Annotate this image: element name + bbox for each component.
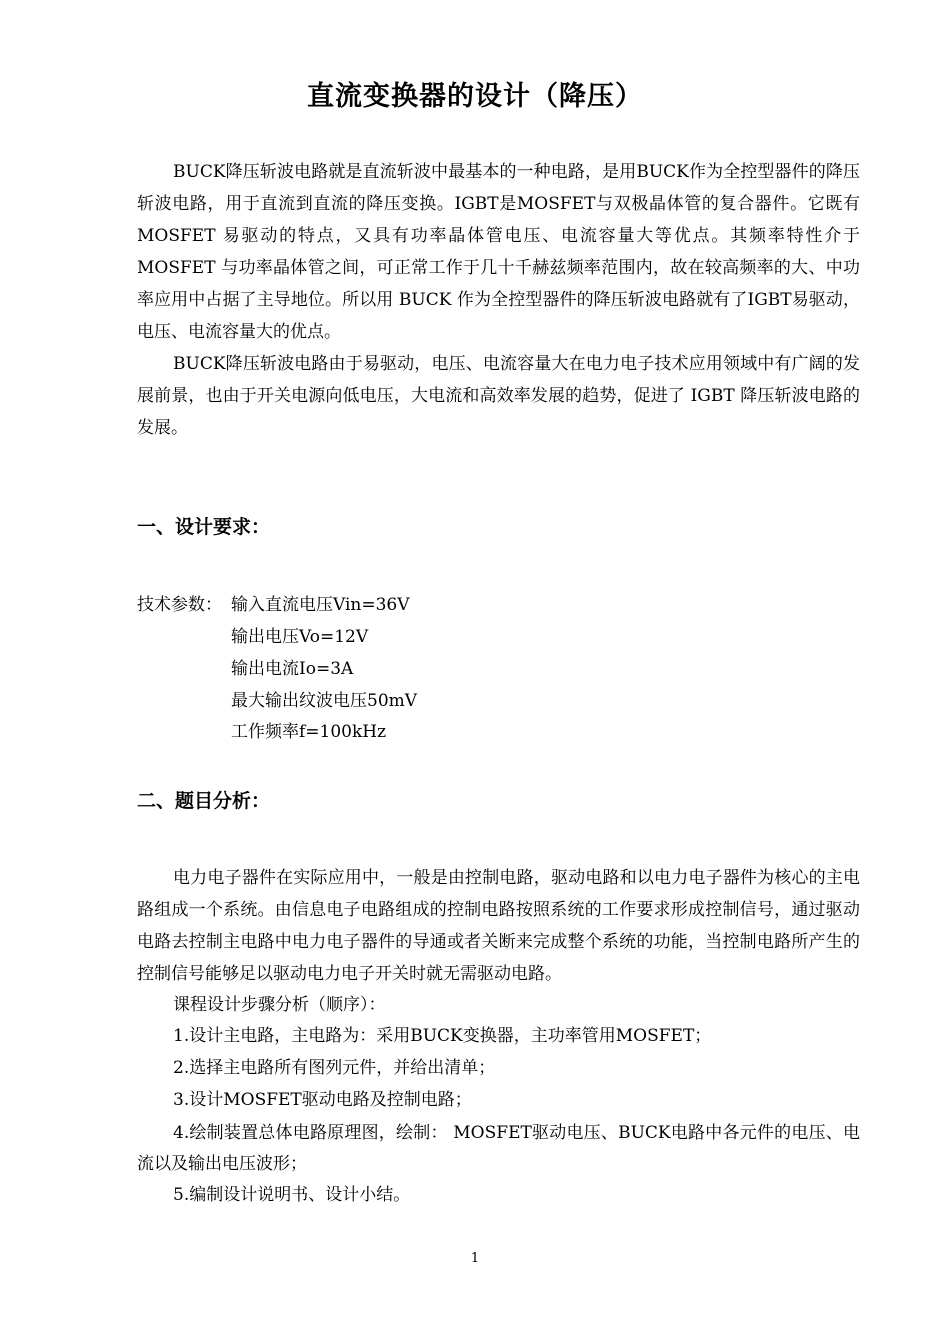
analysis-paragraph: 电力电子器件在实际应用中，一般是由控制电路，驱动电路和以电力电子器件为核心的主电路组成一个系统。由信息电子电路组成的控制电路按照系统的工作要求形成控制信号，通过驱动电路去控制主电路中电力电子器件的导通或者关断来完成整个系统的功能，当控制电路所产生的控制信号能够足以驱动电力电子开关时就无需驱动电路。: [137, 868, 860, 984]
document-title: 直流变换器的设计（降压）: [307, 81, 643, 112]
spec-item: 输入直流电压Vin=36V: [231, 595, 410, 615]
step-item: 3.设计MOSFET驱动电路及控制电路；: [173, 1090, 472, 1110]
intro-paragraph-2: BUCK降压斩波电路由于易驱动，电压、电流容量大在电力电子技术应用领域中有广阔的发展前景，也由于开关电源向低电压，大电流和高效率发展的趋势，促进了 IGBT 降压斩波电路的发展。: [137, 354, 860, 438]
intro-paragraph-1: BUCK降压斩波电路就是直流斩波中最基本的一种电路，是用BUCK作为全控型器件的降压斩波电路，用于直流到直流的降压变换。IGBT是MOSFET与双极晶体管的复合器件。它既有 MOSFET 易驱动的特点，又具有功率晶体管电压、电流容量大等优点。其频率特性介于 MOSFET 与功率晶体管之间，可正常工作于几十千赫兹频率范围内，故在较高频率的大、中功率应用中占据了主导地位。所以用 BUCK 作为全控型器件的降压斩波电路就有了IGBT易驱动，电压、电流容量大的优点。: [137, 162, 860, 342]
steps-title: 课程设计步骤分析（顺序）：: [173, 995, 386, 1015]
step-item: 4.绘制装置总体电路原理图，绘制： MOSFET驱动电压、BUCK电路中各元件的电压、电流以及输出电压波形；: [137, 1123, 860, 1174]
spec-item: 最大输出纹波电压50mV: [231, 691, 418, 711]
spec-item: 输出电压Vo=12V: [231, 627, 369, 647]
step-item: 5.编制设计说明书、设计小结。: [173, 1185, 411, 1205]
spec-label: 技术参数：: [137, 595, 222, 615]
spec-item: 工作频率f=100kHz: [231, 722, 387, 742]
section-heading-requirements: 一、设计要求：: [137, 516, 271, 538]
page-number: 1: [470, 1251, 480, 1266]
step-item: 1.设计主电路，主电路为：采用BUCK变换器，主功率管用MOSFET；: [173, 1026, 712, 1046]
section-heading-analysis: 二、题目分析：: [137, 790, 271, 812]
spec-item: 输出电流Io=3A: [231, 659, 354, 679]
step-item: 2.选择主电路所有图列元件，并给出清单；: [173, 1058, 496, 1078]
